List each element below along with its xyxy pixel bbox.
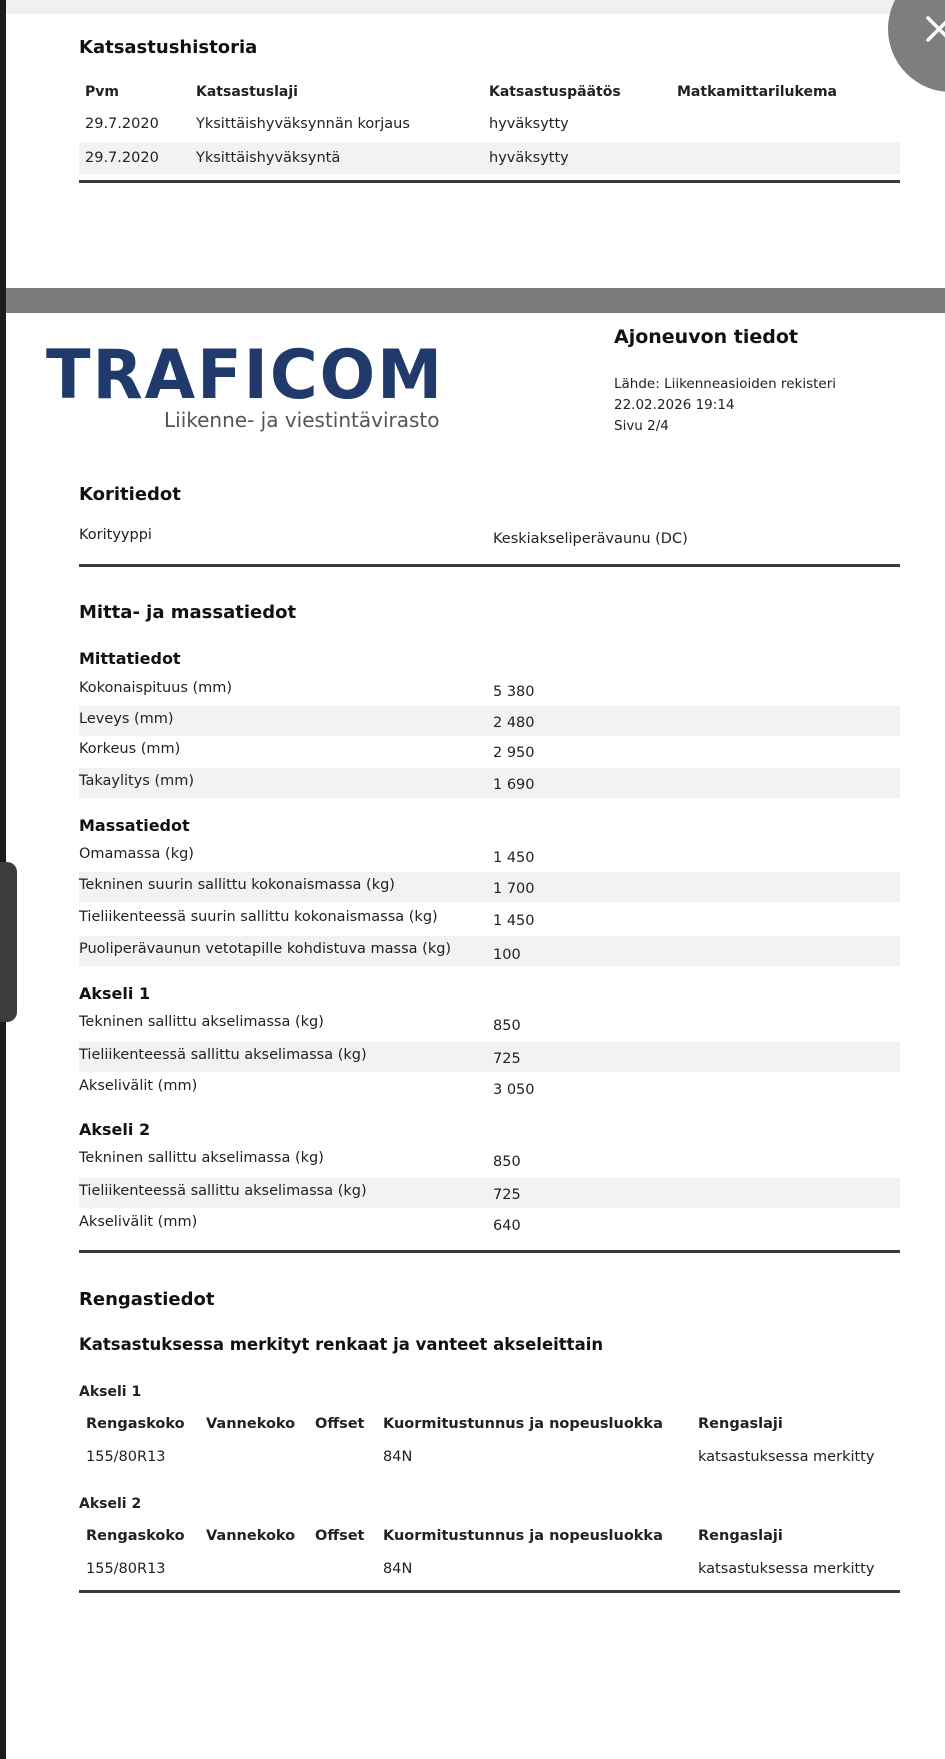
tire-header-size: Rengaskoko bbox=[86, 1416, 185, 1432]
axle-value: 725 bbox=[493, 1187, 521, 1203]
measure-value: 5 380 bbox=[493, 684, 535, 700]
document-page-2 bbox=[6, 313, 945, 1759]
axle-label: Akselivälit (mm) bbox=[79, 1214, 198, 1230]
tire-load: 84N bbox=[383, 1449, 413, 1465]
svg-text:TRAFICOM: TRAFICOM bbox=[46, 342, 444, 406]
doc-title: Ajoneuvon tiedot bbox=[614, 326, 799, 348]
measure-value: 1 690 bbox=[493, 777, 535, 793]
doc-page-number: Sivu 2/4 bbox=[614, 418, 669, 434]
traficom-logo bbox=[46, 342, 446, 406]
history-row-date: 29.7.2020 bbox=[85, 116, 159, 132]
measure-subtitle: Mittatiedot bbox=[79, 649, 181, 668]
tire-size: 155/80R13 bbox=[86, 1449, 166, 1465]
tires-subtitle: Katsastuksessa merkityt renkaat ja vanteet akseleittain bbox=[79, 1335, 604, 1354]
tire-axle-title: Akseli 1 bbox=[79, 1384, 142, 1400]
section-divider bbox=[79, 1590, 900, 1593]
body-section-title: Koritiedot bbox=[79, 484, 181, 505]
mass-value: 1 700 bbox=[493, 881, 535, 897]
tire-header-offset: Offset bbox=[315, 1528, 365, 1544]
history-row-result: hyväksytty bbox=[489, 150, 569, 166]
tire-type: katsastuksessa merkitty bbox=[698, 1561, 875, 1577]
measure-value: 2 480 bbox=[493, 715, 535, 731]
history-row-result: hyväksytty bbox=[489, 116, 569, 132]
doc-datetime: 22.02.2026 19:14 bbox=[614, 397, 735, 413]
body-type-value: Keskiakseliperävaunu (DC) bbox=[493, 531, 688, 547]
row-stripe bbox=[79, 706, 900, 736]
row-stripe bbox=[79, 768, 900, 798]
tire-header-rim: Vannekoko bbox=[206, 1416, 296, 1432]
axle-label: Tekninen sallittu akselimassa (kg) bbox=[79, 1014, 324, 1030]
axle-value: 850 bbox=[493, 1018, 521, 1034]
history-header-result: Katsastuspäätös bbox=[489, 84, 621, 100]
tire-load: 84N bbox=[383, 1561, 413, 1577]
tire-header-rim: Vannekoko bbox=[206, 1528, 296, 1544]
side-panel-handle[interactable] bbox=[0, 862, 17, 1022]
measure-label: Leveys (mm) bbox=[79, 711, 174, 727]
mass-label: Tekninen suurin sallittu kokonaismassa (kg) bbox=[79, 877, 395, 893]
tire-size: 155/80R13 bbox=[86, 1561, 166, 1577]
axle-value: 3 050 bbox=[493, 1082, 535, 1098]
mass-label: Tieliikenteessä suurin sallittu kokonaismassa (kg) bbox=[79, 909, 438, 925]
tire-header-type: Rengaslaji bbox=[698, 1416, 783, 1432]
tire-header-load: Kuormitustunnus ja nopeusluokka bbox=[383, 1416, 663, 1432]
axle2-subtitle: Akseli 2 bbox=[79, 1120, 151, 1139]
dimensions-section-title: Mitta- ja massatiedot bbox=[79, 602, 297, 623]
history-header-date: Pvm bbox=[85, 84, 119, 100]
mass-value: 100 bbox=[493, 947, 521, 963]
tire-header-type: Rengaslaji bbox=[698, 1528, 783, 1544]
mass-subtitle: Massatiedot bbox=[79, 816, 190, 835]
close-button[interactable] bbox=[888, 0, 945, 92]
mass-label: Puoliperävaunun vetotapille kohdistuva massa (kg) bbox=[79, 941, 452, 957]
axle-value: 850 bbox=[493, 1154, 521, 1170]
axle-value: 640 bbox=[493, 1218, 521, 1234]
section-divider bbox=[79, 1250, 900, 1253]
axle-label: Tekninen sallittu akselimassa (kg) bbox=[79, 1150, 324, 1166]
measure-label: Korkeus (mm) bbox=[79, 741, 181, 757]
axle-value: 725 bbox=[493, 1051, 521, 1067]
tires-section-title: Rengastiedot bbox=[79, 1289, 215, 1310]
page-separator bbox=[6, 288, 945, 313]
history-row-type: Yksittäishyväksynnän korjaus bbox=[196, 116, 410, 132]
measure-label: Kokonaispituus (mm) bbox=[79, 680, 233, 696]
tire-axle-title: Akseli 2 bbox=[79, 1496, 142, 1512]
mass-value: 1 450 bbox=[493, 850, 535, 866]
history-row-type: Yksittäishyväksyntä bbox=[196, 150, 341, 166]
mass-value: 1 450 bbox=[493, 913, 535, 929]
history-header-odometer: Matkamittarilukema bbox=[677, 84, 837, 100]
mass-label: Omamassa (kg) bbox=[79, 846, 194, 862]
history-title: Katsastushistoria bbox=[79, 37, 258, 58]
measure-value: 2 950 bbox=[493, 745, 535, 761]
axle-label: Akselivälit (mm) bbox=[79, 1078, 198, 1094]
tire-header-offset: Offset bbox=[315, 1416, 365, 1432]
measure-label: Takaylitys (mm) bbox=[79, 773, 195, 789]
tire-header-size: Rengaskoko bbox=[86, 1528, 185, 1544]
logo-subtitle: Liikenne- ja viestintävirasto bbox=[164, 408, 440, 432]
body-type-label: Korityyppi bbox=[79, 527, 152, 543]
close-icon bbox=[922, 14, 945, 48]
axle-label: Tieliikenteessä sallittu akselimassa (kg) bbox=[79, 1183, 367, 1199]
axle1-subtitle: Akseli 1 bbox=[79, 984, 151, 1003]
document-page-1 bbox=[6, 0, 945, 288]
page-top-strip bbox=[6, 0, 945, 14]
section-divider bbox=[79, 180, 900, 183]
axle-label: Tieliikenteessä sallittu akselimassa (kg) bbox=[79, 1047, 367, 1063]
doc-source: Lähde: Liikenneasioiden rekisteri bbox=[614, 376, 836, 392]
history-row-date: 29.7.2020 bbox=[85, 150, 159, 166]
section-divider bbox=[79, 564, 900, 567]
tire-header-load: Kuormitustunnus ja nopeusluokka bbox=[383, 1528, 663, 1544]
history-header-type: Katsastuslaji bbox=[196, 84, 298, 100]
tire-type: katsastuksessa merkitty bbox=[698, 1449, 875, 1465]
